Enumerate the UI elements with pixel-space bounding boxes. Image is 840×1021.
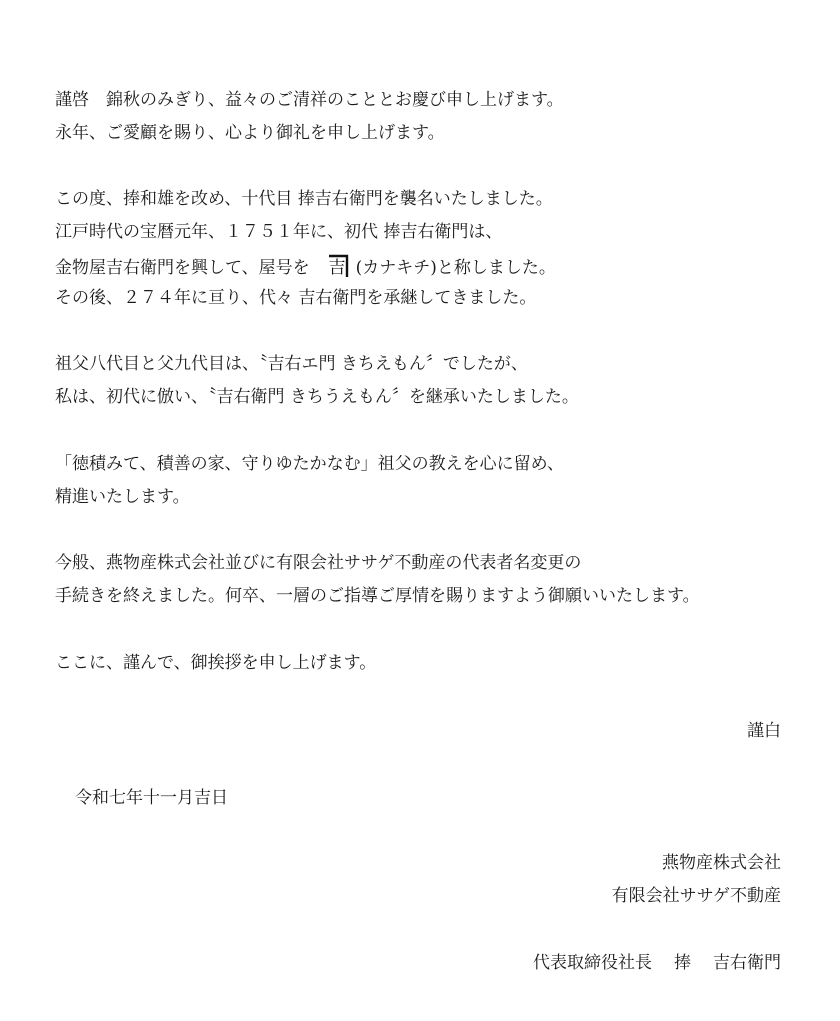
yago-line	[55, 253, 556, 277]
closing-word: 謹白	[747, 721, 781, 741]
name-inherit-line: 私は、初代に倣い、〝吉右衛門 きちうえもん〞を継承いたしました。	[55, 387, 579, 407]
devotion-line: 精進いたします。	[55, 487, 190, 507]
succession-line: この度、捧和雄を改め、十代目 捧吉右衛門を襲名いたしました。	[55, 189, 553, 209]
yago-kanakichi-mark	[324, 253, 350, 279]
yago-line-before: 金物屋吉右衛門を興して、屋号を	[55, 258, 310, 278]
ancestors-line: 祖父八代目と父九代目は、〝吉右エ門 きちえもん〞でしたが、	[55, 354, 528, 374]
letter-date: 令和七年十一月吉日	[75, 788, 228, 808]
signature-block	[533, 951, 781, 975]
yago-mark-glyph: 吉	[328, 258, 346, 278]
signatory-title: 代表取締役社長	[533, 953, 652, 973]
request-line: 手続きを終えました。何卒、一層のご指導ご厚情を賜りますよう御願いいたします。	[55, 586, 700, 606]
teaching-line: 「徳積みて、積善の家、守りゆたかなむ」祖父の教えを心に留め、	[55, 454, 564, 474]
signatory-surname: 捧	[674, 953, 691, 973]
thanks-line: 永年、ご愛顧を賜り、心より御礼を申し上げます。	[55, 123, 445, 143]
continuation-line: その後、２７４年に亘り、代々 吉右衛門を承継してきました。	[55, 288, 537, 308]
closing-greeting-line: ここに、謹んで、御挨拶を申し上げます。	[55, 653, 377, 673]
company-name-2: 有限会社ササゲ不動産	[611, 886, 781, 906]
yago-line-after: (カナキチ)と称しました。	[355, 258, 556, 278]
company-name-1: 燕物産株式会社	[662, 853, 781, 873]
signatory-given-name: 吉右衛門	[713, 953, 781, 973]
opening-line: 謹啓 錦秋のみぎり、益々のご清祥のこととお慶び申し上げます。	[55, 90, 564, 110]
company-change-line: 今般、燕物産株式会社並びに有限会社ササゲ不動産の代表者名変更の	[55, 553, 582, 573]
history-line: 江戸時代の宝暦元年、１７５１年に、初代 捧吉右衛門は、	[55, 222, 503, 242]
